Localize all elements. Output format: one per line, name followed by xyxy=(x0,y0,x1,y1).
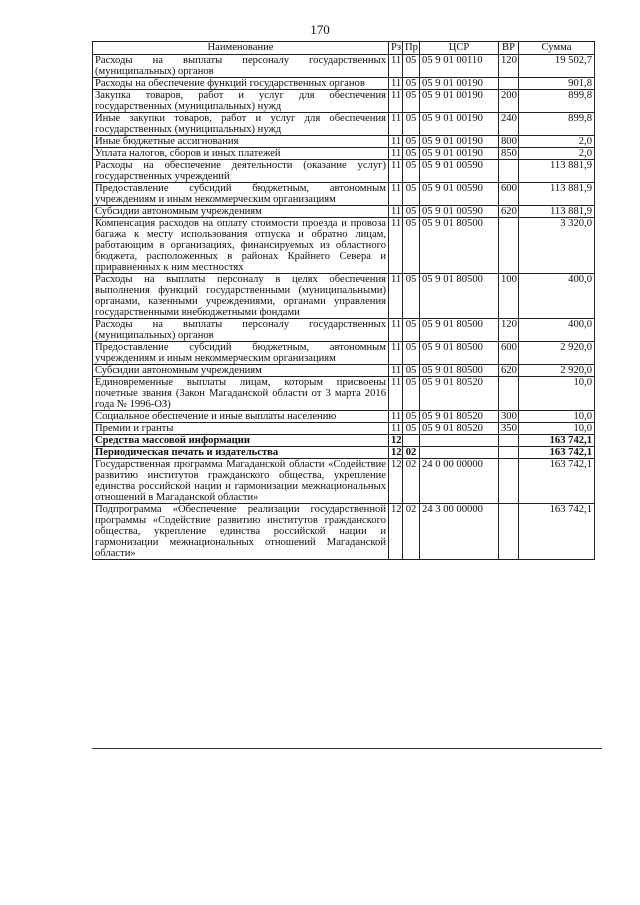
row-vr: 300 xyxy=(499,411,519,423)
row-pr: 02 xyxy=(403,459,420,504)
row-pr: 05 xyxy=(403,113,420,136)
table-row xyxy=(93,206,595,218)
row-pr: 05 xyxy=(403,377,420,411)
row-rz: 12 xyxy=(389,504,403,560)
row-name: Социальное обеспечение и иные выплаты населению xyxy=(93,411,389,423)
row-rz: 12 xyxy=(389,435,403,447)
row-vr: 350 xyxy=(499,423,519,435)
row-pr: 02 xyxy=(403,504,420,560)
table-row xyxy=(93,183,595,206)
row-sum: 400,0 xyxy=(519,319,595,342)
row-name: Иные закупки товаров, работ и услуг для обеспечения государственных (муниципальных) нужд xyxy=(93,113,389,136)
row-sum: 113 881,9 xyxy=(519,206,595,218)
row-csr: 24 0 00 00000 xyxy=(420,459,499,504)
row-sum: 10,0 xyxy=(519,423,595,435)
row-sum: 2 920,0 xyxy=(519,342,595,365)
row-name: Периодическая печать и издательства xyxy=(93,447,389,459)
row-pr: 05 xyxy=(403,90,420,113)
row-vr: 620 xyxy=(499,365,519,377)
table-row xyxy=(93,411,595,423)
row-vr: 100 xyxy=(499,274,519,319)
row-pr: 05 xyxy=(403,183,420,206)
row-csr xyxy=(420,435,499,447)
row-sum: 3 320,0 xyxy=(519,218,595,274)
row-vr: 120 xyxy=(499,55,519,78)
header-csr: ЦСР xyxy=(420,42,499,55)
row-rz: 11 xyxy=(389,113,403,136)
table-row xyxy=(93,423,595,435)
row-csr: 05 9 01 00190 xyxy=(420,136,499,148)
row-pr: 02 xyxy=(403,447,420,459)
row-pr: 05 xyxy=(403,206,420,218)
row-vr xyxy=(499,435,519,447)
row-sum: 163 742,1 xyxy=(519,459,595,504)
row-pr: 05 xyxy=(403,160,420,183)
row-rz: 11 xyxy=(389,206,403,218)
row-pr: 05 xyxy=(403,411,420,423)
row-csr: 05 9 01 80520 xyxy=(420,411,499,423)
row-rz: 11 xyxy=(389,160,403,183)
row-csr xyxy=(420,447,499,459)
row-sum: 163 742,1 xyxy=(519,447,595,459)
row-pr: 05 xyxy=(403,319,420,342)
row-sum: 899,8 xyxy=(519,90,595,113)
row-pr: 05 xyxy=(403,365,420,377)
row-name: Расходы на обеспечение деятельности (оказание услуг) государственных учреждений xyxy=(93,160,389,183)
row-csr: 05 9 01 80520 xyxy=(420,377,499,411)
row-vr xyxy=(499,160,519,183)
row-sum: 10,0 xyxy=(519,377,595,411)
row-rz: 11 xyxy=(389,90,403,113)
row-vr: 620 xyxy=(499,206,519,218)
row-pr: 05 xyxy=(403,148,420,160)
table-row xyxy=(93,148,595,160)
row-vr xyxy=(499,447,519,459)
table-row xyxy=(93,365,595,377)
table-row xyxy=(93,459,595,504)
row-sum: 2 920,0 xyxy=(519,365,595,377)
header-sum: Сумма xyxy=(519,42,595,55)
table-row xyxy=(93,160,595,183)
row-sum: 2,0 xyxy=(519,148,595,160)
row-name: Закупка товаров, работ и услуг для обеспечения государственных (муниципальных) нужд xyxy=(93,90,389,113)
row-csr: 05 9 01 80500 xyxy=(420,218,499,274)
table-header-row xyxy=(93,42,595,55)
row-vr xyxy=(499,218,519,274)
row-rz: 11 xyxy=(389,78,403,90)
budget-table xyxy=(92,41,595,560)
row-vr: 600 xyxy=(499,183,519,206)
table-row xyxy=(93,342,595,365)
row-name: Средства массовой информации xyxy=(93,435,389,447)
row-sum: 400,0 xyxy=(519,274,595,319)
table-row xyxy=(93,113,595,136)
row-csr: 05 9 01 00590 xyxy=(420,206,499,218)
table-row xyxy=(93,218,595,274)
row-rz: 11 xyxy=(389,218,403,274)
row-name: Субсидии автономным учреждениям xyxy=(93,365,389,377)
table-row xyxy=(93,90,595,113)
row-sum: 899,8 xyxy=(519,113,595,136)
row-vr xyxy=(499,504,519,560)
row-name: Расходы на выплаты персоналу в целях обеспечения выполнения функций государственными (муниципальными) органами, казенными учреждениями, органами управления государственными внебюджетными фондами xyxy=(93,274,389,319)
row-vr xyxy=(499,78,519,90)
row-sum: 901,8 xyxy=(519,78,595,90)
row-vr: 120 xyxy=(499,319,519,342)
row-csr: 05 9 01 00190 xyxy=(420,90,499,113)
row-csr: 24 3 00 00000 xyxy=(420,504,499,560)
row-vr: 240 xyxy=(499,113,519,136)
row-rz: 11 xyxy=(389,148,403,160)
row-name: Единовременные выплаты лицам, которым присвоены почетные звания (Закон Магаданской области от 3 марта 2016 года № 1996-ОЗ) xyxy=(93,377,389,411)
row-name: Субсидии автономным учреждениям xyxy=(93,206,389,218)
row-csr: 05 9 01 80500 xyxy=(420,365,499,377)
row-rz: 11 xyxy=(389,411,403,423)
row-sum: 2,0 xyxy=(519,136,595,148)
table-row xyxy=(93,274,595,319)
row-rz: 11 xyxy=(389,377,403,411)
row-sum: 113 881,9 xyxy=(519,160,595,183)
row-csr: 05 9 01 00110 xyxy=(420,55,499,78)
row-csr: 05 9 01 00190 xyxy=(420,148,499,160)
row-sum: 163 742,1 xyxy=(519,504,595,560)
row-rz: 11 xyxy=(389,55,403,78)
header-vr: ВР xyxy=(499,42,519,55)
row-csr: 05 9 01 80520 xyxy=(420,423,499,435)
row-rz: 11 xyxy=(389,136,403,148)
row-vr: 850 xyxy=(499,148,519,160)
row-name: Предоставление субсидий бюджетным, автономным учреждениям и иным некоммерческим организациям xyxy=(93,342,389,365)
row-pr: 05 xyxy=(403,423,420,435)
row-rz: 11 xyxy=(389,183,403,206)
row-vr: 200 xyxy=(499,90,519,113)
row-pr: 05 xyxy=(403,78,420,90)
header-rz: Рз xyxy=(389,42,403,55)
row-vr: 800 xyxy=(499,136,519,148)
row-vr xyxy=(499,459,519,504)
header-pr: Пр xyxy=(403,42,420,55)
row-rz: 11 xyxy=(389,274,403,319)
row-name: Подпрограмма «Обеспечение реализации государственной программы «Содействие развитию институтов гражданского общества, укрепление единства российской нации и гармонизации межнациональных отношений Магаданской области» xyxy=(93,504,389,560)
row-name: Расходы на обеспечение функций государственных органов xyxy=(93,78,389,90)
row-name: Расходы на выплаты персоналу государственных (муниципальных) органов xyxy=(93,319,389,342)
row-name: Предоставление субсидий бюджетным, автономным учреждениям и иным некоммерческим организациям xyxy=(93,183,389,206)
row-csr: 05 9 01 00190 xyxy=(420,78,499,90)
table-row xyxy=(93,136,595,148)
row-pr: 05 xyxy=(403,342,420,365)
row-vr: 600 xyxy=(499,342,519,365)
row-name: Компенсация расходов на оплату стоимости проезда и провоза багажа к месту использования отпуска и обратно лицам, работающим в организациях, финансируемых из областного бюджета, расположенных в районах Крайнего Севера и приравненных к ним местностях xyxy=(93,218,389,274)
row-name: Иные бюджетные ассигнования xyxy=(93,136,389,148)
table-row xyxy=(93,435,595,447)
row-pr: 05 xyxy=(403,55,420,78)
row-pr: 05 xyxy=(403,218,420,274)
row-pr: 05 xyxy=(403,136,420,148)
row-csr: 05 9 01 00590 xyxy=(420,160,499,183)
row-pr xyxy=(403,435,420,447)
table-row xyxy=(93,55,595,78)
row-csr: 05 9 01 80500 xyxy=(420,342,499,365)
row-csr: 05 9 01 00190 xyxy=(420,113,499,136)
row-sum: 113 881,9 xyxy=(519,183,595,206)
row-sum: 19 502,7 xyxy=(519,55,595,78)
row-sum: 163 742,1 xyxy=(519,435,595,447)
row-rz: 12 xyxy=(389,459,403,504)
table-row xyxy=(93,447,595,459)
table-row xyxy=(93,377,595,411)
table-row xyxy=(93,504,595,560)
row-name: Премии и гранты xyxy=(93,423,389,435)
row-sum: 10,0 xyxy=(519,411,595,423)
table-row xyxy=(93,78,595,90)
row-rz: 12 xyxy=(389,447,403,459)
table-row xyxy=(93,319,595,342)
bottom-rule xyxy=(92,748,602,749)
row-csr: 05 9 01 80500 xyxy=(420,319,499,342)
row-name: Расходы на выплаты персоналу государственных (муниципальных) органов xyxy=(93,55,389,78)
row-rz: 11 xyxy=(389,342,403,365)
row-vr xyxy=(499,377,519,411)
row-csr: 05 9 01 80500 xyxy=(420,274,499,319)
row-rz: 11 xyxy=(389,423,403,435)
row-name: Уплата налогов, сборов и иных платежей xyxy=(93,148,389,160)
row-rz: 11 xyxy=(389,319,403,342)
row-rz: 11 xyxy=(389,365,403,377)
row-csr: 05 9 01 00590 xyxy=(420,183,499,206)
row-name: Государственная программа Магаданской области «Содействие развитию институтов гражданского общества, укрепление единства российской нации и гармонизации межнациональных отношений в Магаданской области» xyxy=(93,459,389,504)
header-name: Наименование xyxy=(93,42,389,55)
row-pr: 05 xyxy=(403,274,420,319)
page-number: 170 xyxy=(310,22,330,37)
